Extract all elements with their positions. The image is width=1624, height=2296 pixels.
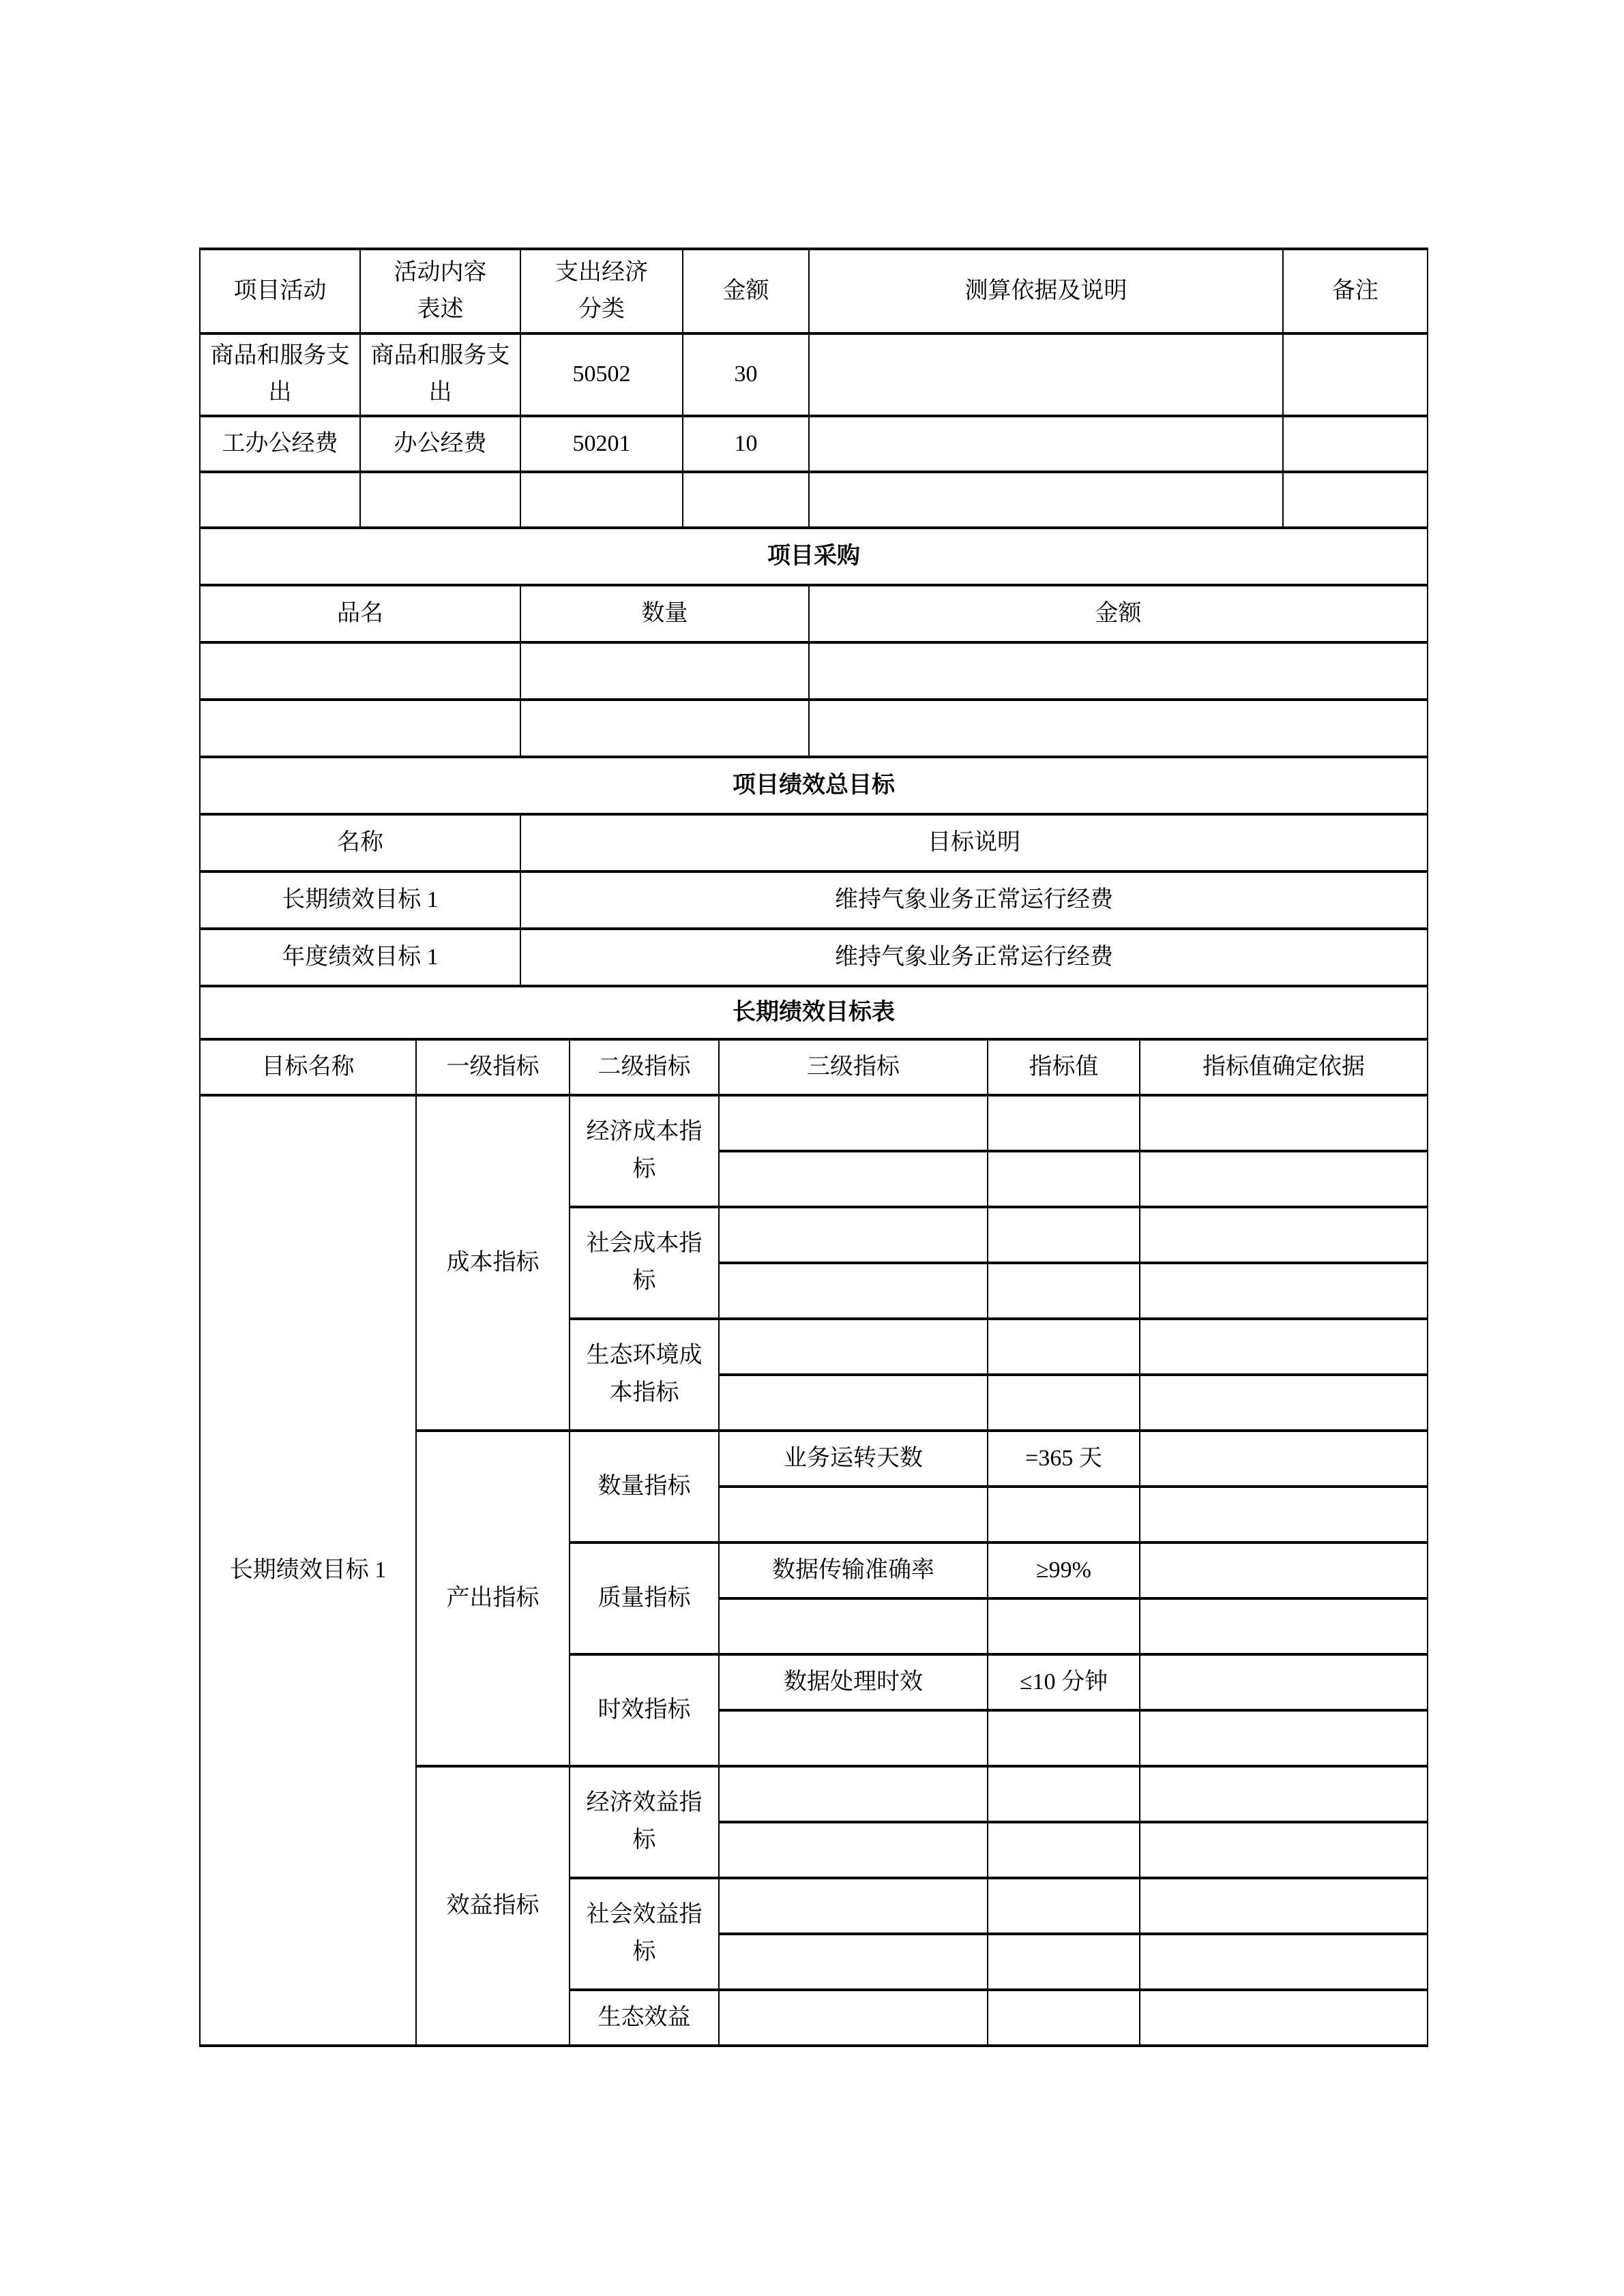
empty-cell (988, 1319, 1140, 1375)
overall-goal-header-name: 名称 (200, 814, 520, 871)
empty-cell (719, 1487, 988, 1542)
expense-content-cell: 办公经费 (360, 416, 520, 472)
expense-table (199, 248, 1428, 529)
longterm-goal-table (199, 985, 1428, 2047)
expense-basis-cell (809, 333, 1283, 416)
empty-cell (719, 1990, 988, 2046)
empty-cell (988, 1878, 1140, 1934)
empty-cell (1283, 472, 1428, 528)
empty-cell (809, 700, 1428, 757)
level2-eco-benefit-cell: 生态效益 (570, 1990, 719, 2046)
empty-cell (988, 1598, 1140, 1654)
empty-cell (1140, 1934, 1428, 1990)
level2-economic-benefit-cell: 经济效益指标 (570, 1766, 719, 1878)
expense-row-1 (200, 333, 1428, 416)
longterm-title: 长期绩效目标表 (200, 986, 1428, 1039)
empty-cell (1140, 1207, 1428, 1263)
overall-goal-title: 项目绩效总目标 (200, 757, 1428, 814)
empty-cell (988, 1263, 1140, 1319)
level2-eco-env-cost-cell: 生态环境成本指标 (570, 1319, 719, 1431)
expense-content-cell: 商品和服务支出 (360, 333, 520, 416)
goal-desc-cell: 维持气象业务正常运行经费 (520, 929, 1428, 986)
overall-goal-row-longterm (200, 871, 1428, 929)
empty-cell (719, 1766, 988, 1822)
expense-header-remark: 备注 (1283, 249, 1428, 333)
level2-quantity-cell: 数量指标 (570, 1431, 719, 1542)
empty-cell (988, 1487, 1140, 1542)
expense-remark-cell (1283, 333, 1428, 416)
empty-cell (1140, 1598, 1428, 1654)
level3-operation-days-cell: 业务运转天数 (719, 1431, 988, 1487)
empty-cell (988, 1822, 1140, 1878)
empty-cell (360, 472, 520, 528)
level1-benefit-cell: 效益指标 (416, 1766, 570, 2046)
procurement-row-2 (200, 700, 1428, 757)
longterm-header-goal-name: 目标名称 (200, 1039, 416, 1095)
level2-economic-cost-cell: 经济成本指标 (570, 1095, 719, 1207)
expense-category-cell: 50201 (520, 416, 683, 472)
empty-cell (520, 700, 809, 757)
expense-header-amount: 金额 (683, 249, 809, 333)
goal-desc-cell: 维持气象业务正常运行经费 (520, 871, 1428, 929)
expense-row-2 (200, 416, 1428, 472)
empty-cell (719, 1934, 988, 1990)
empty-cell (1140, 1263, 1428, 1319)
empty-cell (988, 1990, 1140, 2046)
empty-cell (520, 472, 683, 528)
level2-quality-cell: 质量指标 (570, 1542, 719, 1654)
empty-cell (1140, 1822, 1428, 1878)
procurement-title: 项目采购 (200, 528, 1428, 585)
empty-cell (988, 1095, 1140, 1151)
empty-cell (1140, 1990, 1428, 2046)
goal-name-cell: 年度绩效目标 1 (200, 929, 520, 986)
empty-cell (809, 642, 1428, 700)
expense-header-content-text: 活动内容表述 (394, 259, 487, 322)
expense-amount-cell: 30 (683, 333, 809, 416)
level1-output-cell: 产出指标 (416, 1431, 570, 1766)
expense-activity-cell: 商品和服务支出 (200, 333, 360, 416)
empty-cell (988, 1766, 1140, 1822)
value-transmission-accuracy-cell: ≥99% (988, 1542, 1140, 1598)
goal-name-cell: 长期绩效目标 1 (200, 871, 520, 929)
level3-transmission-accuracy-cell: 数据传输准确率 (719, 1542, 988, 1598)
empty-cell (683, 472, 809, 528)
expense-header-content (360, 249, 520, 333)
longterm-header-level2: 二级指标 (570, 1039, 719, 1095)
table-row (200, 1095, 1428, 1151)
empty-cell (719, 1263, 988, 1319)
longterm-header-level3: 三级指标 (719, 1039, 988, 1095)
empty-cell (809, 472, 1283, 528)
empty-cell (1140, 1151, 1428, 1207)
procurement-table (199, 526, 1428, 758)
overall-goal-table (199, 756, 1428, 987)
empty-cell (1140, 1542, 1428, 1598)
expense-amount-cell: 10 (683, 416, 809, 472)
level2-social-benefit-cell: 社会效益指标 (570, 1878, 719, 1990)
expense-category-cell: 50502 (520, 333, 683, 416)
empty-cell (1140, 1431, 1428, 1487)
expense-header-category-text: 支出经济分类 (555, 259, 648, 322)
empty-cell (1140, 1766, 1428, 1822)
empty-cell (1140, 1375, 1428, 1431)
empty-cell (200, 472, 360, 528)
empty-cell (1140, 1710, 1428, 1766)
longterm-header-level1: 一级指标 (416, 1039, 570, 1095)
procurement-row-1 (200, 642, 1428, 700)
expense-row-3 (200, 472, 1428, 528)
empty-cell (1140, 1095, 1428, 1151)
expense-activity-cell: 工办公经费 (200, 416, 360, 472)
expense-header-category (520, 249, 683, 333)
tables-block (199, 248, 1427, 2047)
empty-cell (719, 1207, 988, 1263)
empty-cell (719, 1319, 988, 1375)
value-processing-time-cell: ≤10 分钟 (988, 1654, 1140, 1710)
empty-cell (1140, 1878, 1428, 1934)
procurement-header-name: 品名 (200, 585, 520, 642)
empty-cell (988, 1151, 1140, 1207)
overall-goal-header-desc: 目标说明 (520, 814, 1428, 871)
empty-cell (200, 700, 520, 757)
value-operation-days-cell: =365 天 (988, 1431, 1140, 1487)
procurement-header-amount: 金额 (809, 585, 1428, 642)
expense-basis-cell (809, 416, 1283, 472)
empty-cell (719, 1151, 988, 1207)
empty-cell (719, 1822, 988, 1878)
overall-goal-row-annual (200, 929, 1428, 986)
empty-cell (988, 1375, 1140, 1431)
level3-processing-time-cell: 数据处理时效 (719, 1654, 988, 1710)
longterm-goal-name-cell: 长期绩效目标 1 (200, 1095, 416, 2046)
level1-cost-cell: 成本指标 (416, 1095, 570, 1431)
empty-cell (520, 642, 809, 700)
longterm-header-value: 指标值 (988, 1039, 1140, 1095)
level2-timeliness-cell: 时效指标 (570, 1654, 719, 1766)
longterm-header-value-basis: 指标值确定依据 (1140, 1039, 1428, 1095)
procurement-header-quantity: 数量 (520, 585, 809, 642)
empty-cell (719, 1710, 988, 1766)
empty-cell (988, 1710, 1140, 1766)
expense-header-basis: 测算依据及说明 (809, 249, 1283, 333)
empty-cell (1140, 1487, 1428, 1542)
expense-remark-cell (1283, 416, 1428, 472)
level2-social-cost-cell: 社会成本指标 (570, 1207, 719, 1319)
empty-cell (719, 1598, 988, 1654)
empty-cell (988, 1207, 1140, 1263)
empty-cell (719, 1878, 988, 1934)
empty-cell (719, 1095, 988, 1151)
expense-header-activity: 项目活动 (200, 249, 360, 333)
empty-cell (719, 1375, 988, 1431)
empty-cell (988, 1934, 1140, 1990)
empty-cell (1140, 1319, 1428, 1375)
empty-cell (200, 642, 520, 700)
empty-cell (1140, 1654, 1428, 1710)
